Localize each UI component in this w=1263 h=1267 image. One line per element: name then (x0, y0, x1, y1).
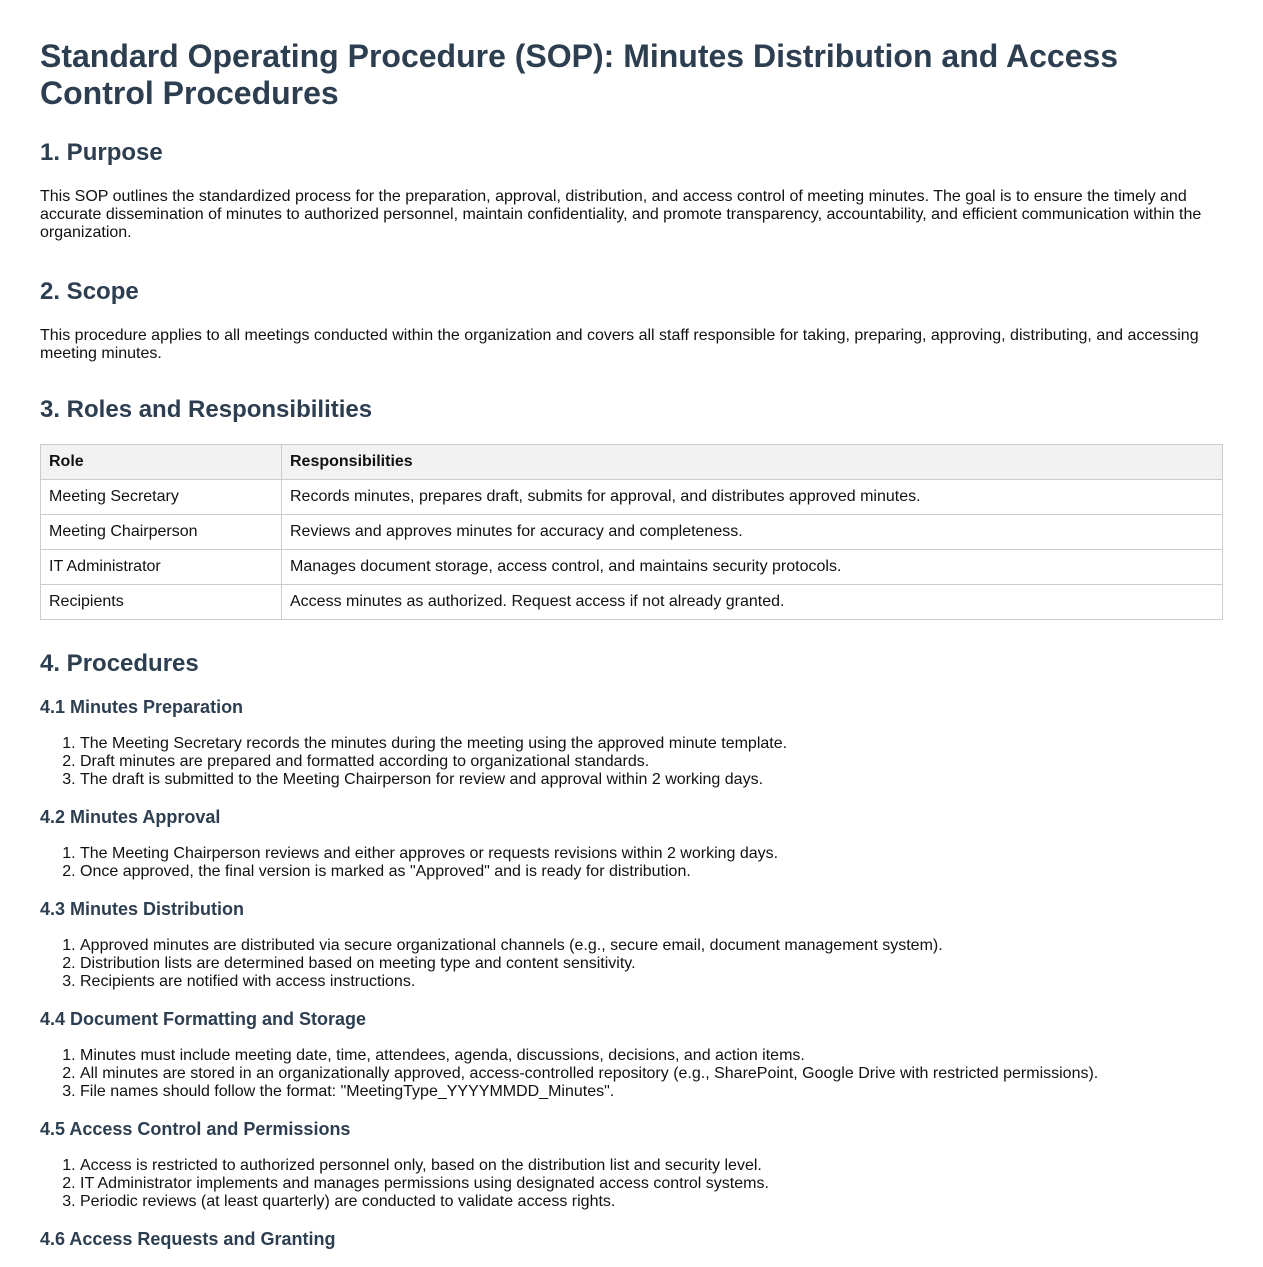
list-item: 2. IT Administrator implements and manages permissions using designated access control systems. (80, 1175, 1223, 1193)
section-heading-roles: 3. Roles and Responsibilities (40, 396, 373, 423)
list-item: 3. The draft is submitted to the Meeting Chairperson for review and approval within 2 working days. (80, 771, 1223, 789)
responsibility-cell: Access minutes as authorized. Request access if not already granted. (282, 585, 1223, 620)
subsection-heading: 4.1 Minutes Preparation (40, 697, 244, 717)
column-header-responsibilities: Responsibilities (282, 445, 1223, 480)
responsibility-cell: Reviews and approves minutes for accuracy and completeness. (282, 515, 1223, 550)
section-heading-purpose: 1. Purpose (40, 139, 163, 166)
subsection-heading: 4.6 Access Requests and Granting (40, 1229, 336, 1249)
section-heading-scope: 2. Scope (40, 278, 139, 305)
table-row (41, 585, 1223, 620)
list-item: 2. Distribution lists are determined based on meeting type and content sensitivity. (80, 955, 1223, 973)
list-item: 3. File names should follow the format: "MeetingType_YYYYMMDD_Minutes". (80, 1083, 1223, 1101)
section-heading-procedures: 4. Procedures (40, 650, 199, 677)
subsection-heading: 4.4 Document Formatting and Storage (40, 1009, 367, 1029)
list-item: 1. Minutes must include meeting date, time, attendees, agenda, discussions, decisions, and action items. (80, 1047, 1223, 1065)
responsibility-cell: Records minutes, prepares draft, submits for approval, and distributes approved minutes. (282, 480, 1223, 515)
list-item: 2. Once approved, the final version is marked as "Approved" and is ready for distribution. (80, 863, 1223, 881)
list-item: 3. Periodic reviews (at least quarterly) are conducted to validate access rights. (80, 1193, 1223, 1211)
procedure-list (40, 1157, 1223, 1211)
procedure-list (40, 735, 1223, 789)
column-header-role: Role (41, 445, 282, 480)
page-title: Standard Operating Procedure (SOP): Minutes Distribution and Access Control Procedures (40, 38, 1119, 111)
subsection-formatting-storage (40, 1008, 1223, 1101)
subsection-access-requests (40, 1228, 1223, 1250)
role-cell: IT Administrator (41, 550, 282, 585)
subsection-minutes-distribution (40, 898, 1223, 991)
list-item: 1. The Meeting Secretary records the minutes during the meeting using the approved minute template. (80, 735, 1223, 753)
subsection-access-control (40, 1118, 1223, 1211)
procedure-list (40, 1047, 1223, 1101)
sop-document (40, 38, 1223, 1267)
role-cell: Meeting Secretary (41, 480, 282, 515)
table-row (41, 550, 1223, 585)
list-item: 2. Draft minutes are prepared and formatted according to organizational standards. (80, 753, 1223, 771)
role-cell: Meeting Chairperson (41, 515, 282, 550)
subsection-heading: 4.3 Minutes Distribution (40, 899, 245, 919)
responsibility-cell: Manages document storage, access control, and maintains security protocols. (282, 550, 1223, 585)
roles-table (40, 444, 1223, 620)
list-item: 1. The Meeting Chairperson reviews and either approves or requests revisions within 2 working days. (80, 845, 1223, 863)
table-row (41, 515, 1223, 550)
scope-text: This procedure applies to all meetings conducted within the organization and covers all staff responsible for taking, preparing, approving, distributing, and accessing meeting minutes. (40, 327, 1199, 362)
list-item: 1. Access is restricted to authorized personnel only, based on the distribution list and security level. (80, 1157, 1223, 1175)
procedure-list (40, 845, 1223, 881)
list-item: 3. Recipients are notified with access instructions. (80, 973, 1223, 991)
table-header-row (41, 445, 1223, 480)
procedure-list (40, 937, 1223, 991)
purpose-text: This SOP outlines the standardized process for the preparation, approval, distribution, and access control of meeting minutes. The goal is to ensure the timely and accurate dissemination of minutes to authorized personnel, maintain confidentiality, and promote transparency, accountability, and efficient communication within the organization. (40, 188, 1202, 241)
list-item: 2. All minutes are stored in an organizationally approved, access-controlled repository (e.g., SharePoint, Google Drive with restricted permissions). (80, 1065, 1223, 1083)
list-item: 1. Approved minutes are distributed via secure organizational channels (e.g., secure email, document management system). (80, 937, 1223, 955)
table-row (41, 480, 1223, 515)
subsection-minutes-preparation (40, 696, 1223, 789)
subsection-minutes-approval (40, 806, 1223, 881)
subsection-heading: 4.5 Access Control and Permissions (40, 1119, 351, 1139)
subsection-heading: 4.2 Minutes Approval (40, 807, 221, 827)
role-cell: Recipients (41, 585, 282, 620)
